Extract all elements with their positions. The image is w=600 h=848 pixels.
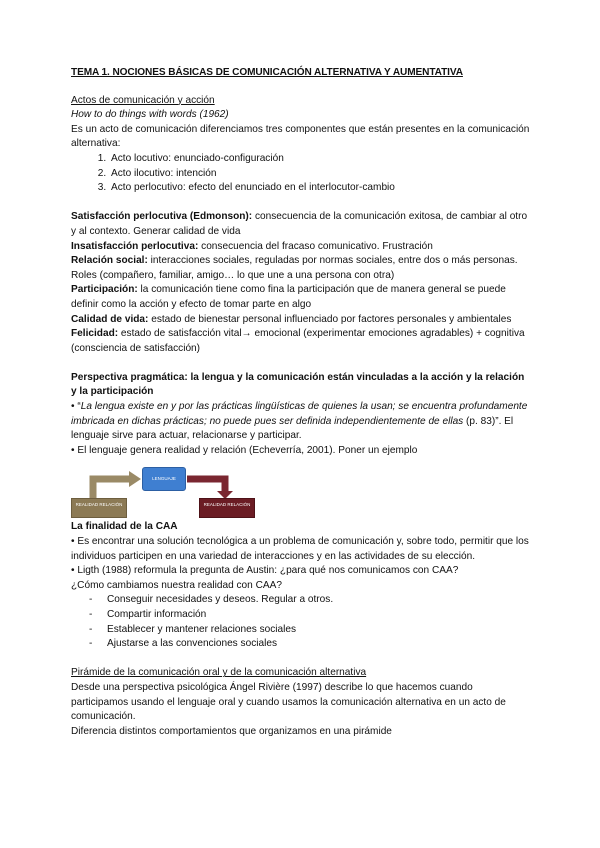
list-item: - Establecer y mantener relaciones sociales: [71, 623, 531, 638]
definition-text: interacciones sociales, reguladas por normas sociales, entre dos o más personas. Roles (compañero, familiar, amigo… lo que une a una persona con otra): [71, 255, 518, 281]
section-heading-piramide: Pirámide de la comunicación oral y de la comunicación alternativa: [71, 667, 367, 679]
list-item: 1. Acto locutivo: enunciado-configuración: [109, 152, 531, 167]
section-heading-actos: Actos de comunicación y acción: [71, 94, 215, 106]
list-item: 3. Acto perlocutivo: efecto del enunciado en el interlocutor-cambio: [109, 181, 531, 196]
definition-paragraph: [71, 240, 531, 255]
caa-purposes-list: [71, 593, 531, 651]
quote-rest: (p. 83)”. El lenguaje sirve para actuar, relacionarse y participar.: [71, 415, 514, 442]
definition-text: la comunicación tiene como fina la participación que de manera general se puede definir como la acción y efecto de tomar parte en algo: [71, 284, 506, 310]
section-heading-pragmatica: Perspectiva pragmática: la lengua y la comunicación están vinculadas a la acción y la relación y la participación: [71, 371, 525, 398]
bullet-paragraph: • Es encontrar una solución tecnológica a un problema de comunicación y, sobre todo, permitir que los individuos participen en una variedad de interacciones y en las actividades de su elección.: [71, 536, 529, 562]
section-intro: Es un acto de comunicación diferenciamos tres componentes que están presentes en la comunicación alternativa:: [71, 123, 530, 150]
bullet-paragraph: • El lenguaje genera realidad y relación (Echeverría, 2001). Poner un ejemplo: [71, 444, 418, 456]
section-subtitle: How to do things with words (1962): [71, 109, 229, 121]
spacer: [71, 652, 531, 667]
definition-text: estado de satisfacción vital→ emocional (experimentar emociones agradables) + cognitiva (consciencia de satisfacción): [71, 328, 525, 354]
list-item: - Compartir información: [71, 608, 531, 623]
paragraph: Diferencia distintos comportamientos que organizamos en una pirámide: [71, 725, 392, 737]
document-title: TEMA 1. NOCIONES BÁSICAS DE COMUNICACIÓN ALTERNATIVA Y AUMENTATIVA: [71, 67, 463, 78]
arrow-right-down-icon: [187, 479, 225, 492]
arrow-head-icon: [129, 471, 141, 487]
quote-text: La lengua existe en y por las prácticas lingüísticas de quienes la usan; se encuentra profundamente imbricada en dichas prácticas; no puede pues ser definida independientemente de ellas: [71, 401, 528, 427]
language-box: LENGUAJE: [142, 467, 186, 491]
reality-relation-box-left: REALIDAD RELACIÓN: [71, 498, 127, 518]
definition-paragraph: [71, 327, 531, 356]
definition-term: Participación:: [71, 284, 138, 296]
definition-term: Felicidad:: [71, 328, 119, 340]
definition-paragraph: [71, 254, 531, 283]
list-item: - Conseguir necesidades y deseos. Regular a otros.: [71, 593, 531, 608]
definition-paragraph: [71, 283, 531, 312]
quote-paragraph: [71, 400, 531, 444]
definition-text: consecuencia de la comunicación exitosa, de cambiar al otro y al contexto. Generar calidad de vida: [71, 211, 528, 237]
definition-text: estado de bienestar personal influenciado por factores personales y ambientales: [148, 313, 512, 325]
spacer: [71, 356, 531, 371]
question-paragraph: ¿Cómo cambiamos nuestra realidad con CAA?: [71, 579, 282, 591]
definition-paragraph: [71, 313, 531, 328]
definition-text: consecuencia del fracaso comunicativo. Frustración: [198, 240, 433, 252]
arrow-up-right-icon: [93, 479, 131, 499]
language-reality-diagram: [71, 462, 531, 520]
definition-term: Relación social:: [71, 255, 148, 267]
definition-paragraph: [71, 210, 531, 239]
list-item: - Ajustarse a las convenciones sociales: [71, 637, 531, 652]
definition-term: Insatisfacción perlocutiva:: [71, 240, 199, 252]
bullet-paragraph: • Ligth (1988) reformula la pregunta de Austin: ¿para qué nos comunicamos con CAA?: [71, 565, 459, 577]
bullet-prefix: • “: [71, 401, 81, 413]
paragraph: Desde una perspectiva psicológica Ángel Rivière (1997) describe lo que hacemos cuando participamos usando el lenguaje oral y cuando usamos la comunicación alternativa en un acto de comunicación.: [71, 681, 506, 723]
definition-term: Satisfacción perlocutiva (Edmonson):: [71, 211, 253, 223]
section-heading-finalidad: La finalidad de la CAA: [71, 521, 178, 533]
spacer: [71, 196, 531, 211]
definition-term: Calidad de vida:: [71, 313, 149, 325]
acts-list: [71, 152, 531, 196]
list-item: 2. Acto ilocutivo: intención: [109, 167, 531, 182]
document-page: [71, 66, 531, 739]
reality-relation-box-right: REALIDAD RELACIÓN: [199, 498, 255, 518]
